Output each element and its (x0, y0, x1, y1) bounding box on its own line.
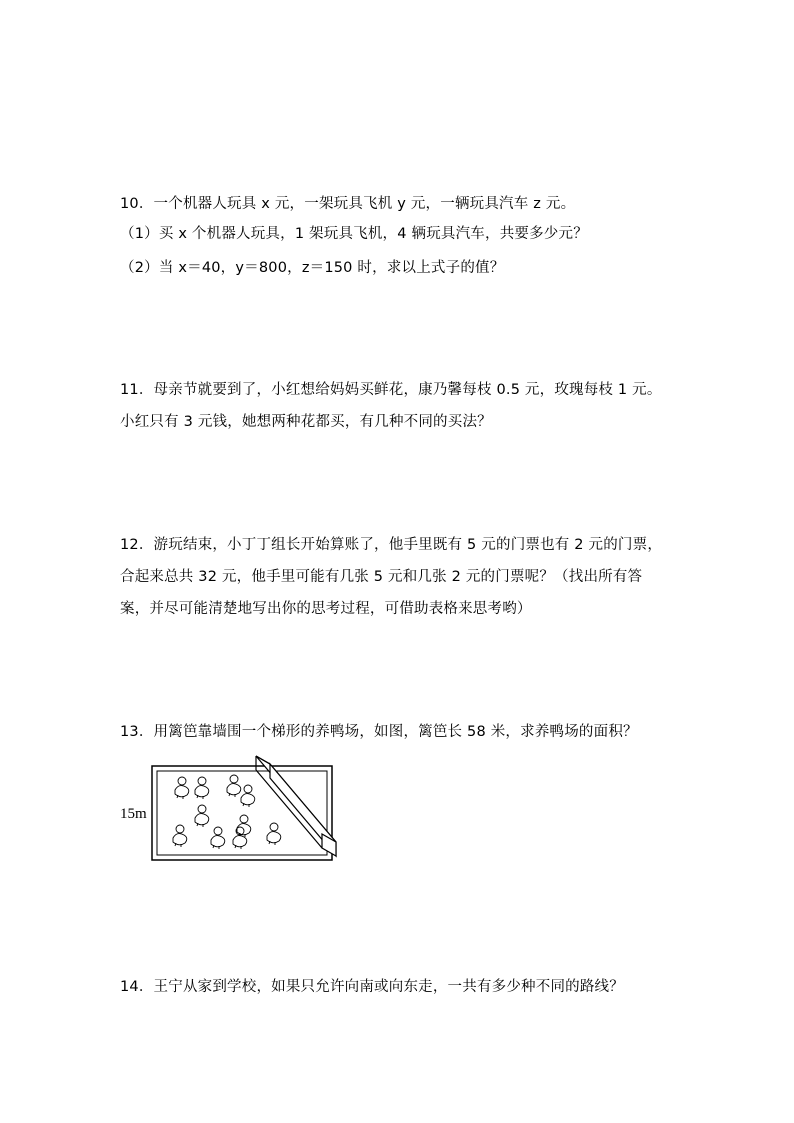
figure-height-label: 15m (120, 806, 147, 822)
ducks (173, 775, 281, 849)
question-13-title: 13．用篱笆靠墙围一个梯形的养鸭场，如图，篱笆长 58 米，求养鸭场的面积？ (120, 724, 638, 740)
question-14-title: 14．王宁从家到学校，如果只允许向南或向东走，一共有多少种不同的路线？ (120, 979, 624, 995)
question-12-line-1: 12．游玩结束，小丁丁组长开始算账了，他手里既有 5 元的门票也有 2 元的门票， (120, 537, 663, 553)
duck-farm-figure (116, 754, 346, 872)
question-10-part-2: （2）当 x＝40，y＝800，z＝150 时，求以上式子的值？ (120, 260, 505, 276)
question-10-part-1: （1）买 x 个机器人玩具，1 架玩具飞机，4 辆玩具汽车，共要多少元？ (120, 226, 588, 242)
question-11-line-1: 11．母亲节就要到了，小红想给妈妈买鲜花，康乃馨每枝 0.5 元，玫瑰每枝 1 元。 (120, 382, 662, 398)
question-12-line-3: 案，并尽可能清楚地写出你的思考过程，可借助表格来思考哟） (120, 601, 532, 617)
question-11-line-2: 小红只有 3 元钱，她想两种花都买，有几种不同的买法？ (120, 414, 492, 430)
question-12-line-2: 合起来总共 32 元，他手里可能有几张 5 元和几张 2 元的门票呢？（找出所有答 (120, 569, 643, 585)
question-10-title: 10．一个机器人玩具 x 元，一架玩具飞机 y 元，一辆玩具汽车 z 元。 (120, 196, 576, 212)
